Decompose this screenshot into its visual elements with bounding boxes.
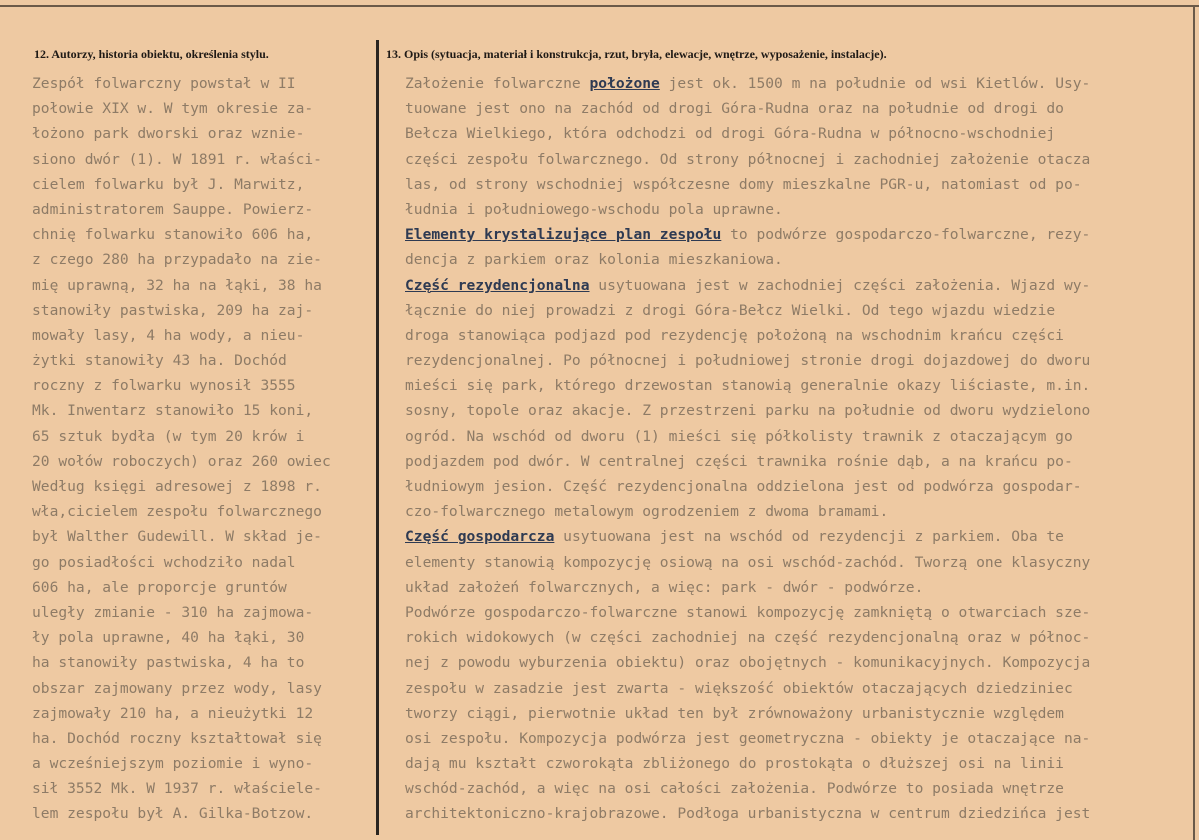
text-segment: usytuowana jest w zachodniej części założenia. Wjazd wy- (589, 276, 1091, 294)
history-text-line: obszar zajmowany przez wody, lasy (32, 679, 322, 697)
history-text-line: ha. Dochód roczny kształtował się (32, 729, 322, 747)
description-text-line (405, 600, 1193, 625)
description-text-line (405, 373, 1193, 398)
history-text-line: cielem folwarku był J. Marwitz, (32, 175, 305, 193)
history-text-line: 65 sztuk bydła (w tym 20 krów i (32, 427, 305, 445)
text-segment: tuowane jest ono na zachód od drogi Góra-Rudna oraz na południe od drogi do (405, 100, 1064, 118)
text-segment: łudnia i południowego-wschodu pola uprawne. (405, 200, 783, 218)
description-text-line (405, 751, 1193, 776)
history-text-line: chnię folwarku stanowiło 606 ha, (32, 226, 314, 244)
text-segment: rokich widokowych (w części zachodniej na część rezydencjonalną oraz w północ- (405, 629, 1091, 647)
history-text-line: stanowiły pastwiska, 209 ha zaj- (32, 301, 314, 319)
description-text-line (405, 701, 1193, 726)
description-text-line (405, 676, 1193, 701)
description-text-line (405, 222, 1193, 247)
text-segment: czo-folwarcznego metalowym ogrodzeniem z dwoma bramami. (405, 503, 889, 521)
description-text-line (405, 273, 1193, 298)
text-segment: droga stanowiąca podjazd pod rezydencję położoną na wschodnim krańcu części (405, 326, 1064, 344)
history-text-line: łożono park dworski oraz wznie- (32, 125, 305, 143)
history-text-line: Mk. Inwentarz stanowiło 15 koni, (32, 402, 314, 420)
description-text-line (405, 625, 1193, 650)
underlined-heading: Część gospodarcza (405, 528, 555, 546)
history-text-line: mię uprawną, 32 ha na łąki, 38 ha (32, 276, 322, 294)
section-13-heading: 13. Opis (sytuacja, materiał i konstrukcja, rzut, bryła, elewacje, wnętrze, wyposażenie, instalacje). (386, 47, 887, 61)
description-text-line (405, 197, 1193, 222)
text-segment: wschód-zachód, a więc na osi całości założenia. Podwórze to posiada wnętrze (405, 780, 1064, 798)
history-text-line: 20 wołów roboczych) oraz 260 owiec (32, 452, 331, 470)
history-text-line: go posiadłości wchodziło nadal (32, 553, 296, 571)
text-segment: architektoniczno-krajobrazowe. Podłoga urbanistyczna w centrum dziedzińca jest (405, 805, 1091, 823)
text-segment: to podwórze gospodarczo-folwarczne, rezy- (721, 226, 1091, 244)
description-text-column (405, 71, 1193, 827)
text-segment: nej z powodu wyburzenia obiektu) oraz obojętnych - komunikacyjnych. Kompozycja (405, 654, 1091, 672)
history-text-line: 606 ha, ale proporcje gruntów (32, 578, 287, 596)
history-text-line: ły pola uprawne, 40 ha łąki, 30 (32, 629, 305, 647)
text-segment: części zespołu folwarcznego. Od strony północnej i zachodniej założenie otacza (405, 150, 1091, 168)
description-text-line (405, 650, 1193, 675)
text-segment: mieści się park, którego drzewostan stanowią generalnie okazy liściaste, m.in. (405, 377, 1091, 395)
text-segment: zespołu w zasadzie jest zwarta - większość obiektów otaczających dziedziniec (405, 679, 1073, 697)
text-segment: dają mu kształt czworokąta zbliżonego do prostokąta o dłuższej osi na linii (405, 755, 1064, 773)
description-text-line (405, 575, 1193, 600)
text-segment: elementy stanowią kompozycję osiową na osi wschód-zachód. Tworzą one klasyczny (405, 553, 1091, 571)
description-text-line (405, 801, 1193, 826)
description-text-line (405, 247, 1193, 272)
history-text-line: z czego 280 ha przypadało na zie- (32, 251, 322, 269)
column-divider (376, 40, 379, 835)
history-text-line: administratorem Sauppe. Powierz- (32, 200, 314, 218)
history-text-line: Według księgi adresowej z 1898 r. (32, 478, 322, 495)
description-text-line (405, 474, 1193, 499)
description-text-line (405, 524, 1193, 549)
history-text-line: uległy zmianie - 310 ha zajmowa- (32, 603, 314, 621)
underlined-heading: Część rezydencjonalna (405, 276, 590, 294)
description-text-line (405, 298, 1193, 323)
text-segment: tworzy ciągi, pierwotnie układ ten był zrównoważony urbanistycznie względem (405, 704, 1064, 722)
text-segment: las, od strony wschodniej współczesne domy mieszkalne PGR-u, natomiast od po- (405, 175, 1082, 193)
text-segment: ogród. Na wschód od dworu (1) mieści się półkolisty trawnik z otaczającym go (405, 427, 1073, 445)
history-text-line: wła,cicielem zespołu folwarcznego (32, 503, 322, 521)
page-frame-top (0, 5, 1199, 7)
text-segment: dencja z parkiem oraz kolonia mieszkaniowa. (405, 251, 783, 269)
section-12-heading: 12. Autorzy, historia obiektu, określenia stylu. (34, 47, 269, 61)
description-text-line (405, 776, 1193, 801)
description-text-line (405, 348, 1193, 373)
text-segment: rezydencjonalnej. Po północnej i południowej stronie drogi dojazdowej do dworu (405, 352, 1091, 370)
history-text-line: ha stanowiły pastwiska, 4 ha to (32, 654, 305, 672)
text-segment: sosny, topole oraz akacje. Z przestrzeni parku na południe od dworu wydzielono (405, 402, 1091, 420)
description-text-line (405, 398, 1193, 423)
description-text-line (405, 726, 1193, 751)
history-text-line: lem zespołu był A. Gilka-Botzow. (32, 805, 314, 823)
text-segment: Bełcza Wielkiego, która odchodzi od drogi Góra-Rudna w północno-wschodniej (405, 125, 1056, 143)
history-text-line: Zespół folwarczny powstał w II (32, 75, 296, 92)
description-text-line (405, 499, 1193, 524)
text-segment: osi zespołu. Kompozycja podwórza jest geometryczna - obiekty je otaczające na- (405, 729, 1091, 747)
history-text-line: sił 3552 Mk. W 1937 r. właściele- (32, 780, 322, 798)
description-text-line (405, 424, 1193, 449)
history-text-line: a wcześniejszym poziomie i wyno- (32, 755, 314, 773)
text-segment: łudniowym jesion. Część rezydencjonalna oddzielona jest od podwórza gospodar- (405, 478, 1082, 495)
history-text-line: zajmowały 210 ha, a nieużytki 12 (32, 704, 314, 722)
underlined-heading: położone (589, 75, 660, 92)
text-segment: układ założeń folwarcznych, a więc: park - dwór - podwórze. (405, 578, 924, 596)
description-text-line (405, 147, 1193, 172)
history-text-column (32, 71, 372, 827)
underlined-heading: Elementy krystalizujące plan zespołu (405, 226, 722, 244)
description-text-line (405, 121, 1193, 146)
description-text-line (405, 550, 1193, 575)
description-text-line (405, 71, 1193, 96)
history-text-line: żytki stanowiły 43 ha. Dochód (32, 352, 287, 370)
history-text-line: siono dwór (1). W 1891 r. właści- (32, 150, 322, 168)
description-text-line (405, 96, 1193, 121)
text-segment: Założenie folwarczne (405, 75, 590, 92)
history-text-line: połowie XIX w. W tym okresie za- (32, 100, 314, 118)
history-text-line: roczny z folwarku wynosił 3555 (32, 377, 296, 395)
text-segment: łącznie do niej prowadzi z drogi Góra-Bełcz Wielki. Od tego wjazdu wiedzie (405, 301, 1056, 319)
description-text-line (405, 172, 1193, 197)
text-segment: podjazdem pod dwór. W centralnej części trawnika rośnie dąb, a na krańcu po- (405, 452, 1073, 470)
text-segment: usytuowana jest na wschód od rezydencji z parkiem. Oba te (554, 528, 1064, 546)
history-text-line: mowały lasy, 4 ha wody, a nieu- (32, 326, 305, 344)
description-text-line (405, 323, 1193, 348)
history-text-line: był Walther Gudewill. W skład je- (32, 528, 322, 546)
text-segment: Podwórze gospodarczo-folwarczne stanowi kompozycję zamkniętą o otwarciach sze- (405, 603, 1091, 621)
text-segment: jest ok. 1500 m na południe od wsi Kietlów. Usy- (659, 75, 1091, 92)
page-frame-right (1193, 5, 1195, 840)
description-text-line (405, 449, 1193, 474)
